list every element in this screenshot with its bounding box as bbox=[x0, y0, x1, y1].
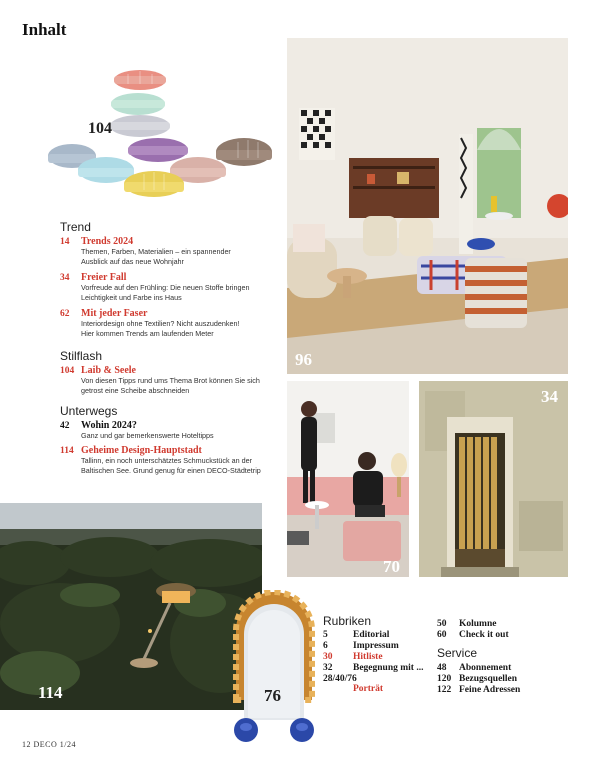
toc-entry[interactable] bbox=[60, 420, 290, 441]
service-item-bezugsquellen[interactable] bbox=[437, 674, 517, 684]
service-item-abonnement[interactable] bbox=[437, 663, 511, 673]
section-heading-stilflash: Stilflash bbox=[60, 349, 103, 363]
rubrik-page-number: 50 bbox=[437, 619, 447, 629]
rubrik-page-number: 60 bbox=[437, 630, 447, 640]
entry-description: Tallinn, ein noch unterschätztes Schmuckstück an der bbox=[81, 456, 252, 465]
toc-entry[interactable] bbox=[60, 236, 290, 267]
entry-title: Mit jeder Faser bbox=[81, 308, 148, 319]
rubrik-title: Begegnung mit ... bbox=[353, 663, 424, 673]
forest-aerial-photo bbox=[0, 503, 262, 710]
entry-description: Ganz und gar bemerkenswerte Hoteltipps bbox=[81, 431, 214, 440]
entry-title: Wohin 2024? bbox=[81, 420, 137, 431]
rubrik-item-kolumne[interactable] bbox=[437, 619, 496, 629]
rubrik-page-number: 5 bbox=[323, 630, 328, 640]
couple-page-number: 70 bbox=[383, 557, 400, 576]
living-room-photo bbox=[287, 38, 568, 374]
toc-entry[interactable] bbox=[60, 445, 290, 476]
butter-dishes-page-number: 104 bbox=[88, 120, 112, 137]
entry-page-number: 34 bbox=[60, 273, 70, 283]
rubrik-item-impressum[interactable] bbox=[323, 641, 399, 651]
entry-title: Freier Fall bbox=[81, 272, 127, 283]
service-title: Bezugsquellen bbox=[459, 674, 518, 684]
entry-description: Hier kommen Trends am laufenden Meter bbox=[81, 329, 214, 338]
entry-description: Vorfreude auf den Frühling: Die neuen Stoffe bringen bbox=[81, 283, 250, 292]
service-item-feine-adressen[interactable] bbox=[437, 685, 520, 695]
entry-title: Laib & Seele bbox=[81, 365, 136, 376]
entry-description: Ausblick auf das neue Wohnjahr bbox=[81, 257, 184, 266]
toc-entry[interactable] bbox=[60, 308, 290, 339]
rubrik-title: Porträt bbox=[353, 684, 384, 694]
rubrik-title: Editorial bbox=[353, 630, 390, 640]
rubrik-title: Kolumne bbox=[459, 619, 497, 629]
couple-photo bbox=[287, 381, 409, 577]
section-heading-trend: Trend bbox=[60, 220, 91, 234]
toc-entry[interactable] bbox=[60, 272, 290, 303]
entry-page-number: 14 bbox=[60, 237, 70, 247]
mirror-image bbox=[228, 590, 320, 745]
rubrik-page-number: 28/40/76 bbox=[323, 674, 357, 684]
section-heading-unterwegs: Unterwegs bbox=[60, 404, 118, 418]
butter-dishes-image bbox=[48, 62, 280, 212]
entry-title: Geheime Design-Hauptstadt bbox=[81, 445, 202, 456]
entry-description: Von diesen Tipps rund ums Thema Brot können Sie sich bbox=[81, 376, 260, 385]
mirror-page-number: 76 bbox=[264, 686, 281, 705]
rubrik-title: Impressum bbox=[353, 641, 399, 651]
entry-description: getrost eine Scheibe abschneiden bbox=[81, 386, 190, 395]
rubrik-page-number: 6 bbox=[323, 641, 328, 651]
rubrik-page-number: 30 bbox=[323, 652, 333, 662]
page-footer: 12 DECO 1/24 bbox=[22, 740, 76, 749]
service-page-number: 122 bbox=[437, 685, 452, 695]
rubrik-page-number: 32 bbox=[323, 663, 333, 673]
entry-description: Baltischen See. Grund genug für einen DECO-Städtetrip bbox=[81, 466, 261, 475]
rubrik-item-editorial[interactable] bbox=[323, 630, 389, 640]
entry-description: Leichtigkeit und Farbe ins Haus bbox=[81, 293, 182, 302]
entry-description: Interiordesign ohne Textilien? Nicht auszudenken! bbox=[81, 319, 240, 328]
entry-page-number: 42 bbox=[60, 421, 70, 431]
living-room-page-number: 96 bbox=[295, 350, 312, 369]
service-title: Feine Adressen bbox=[459, 685, 521, 695]
rubrik-item-portraet[interactable] bbox=[323, 674, 383, 694]
rubrik-item-hitliste[interactable] bbox=[323, 652, 383, 662]
section-heading-rubriken: Rubriken bbox=[323, 614, 372, 628]
toc-entry[interactable] bbox=[60, 365, 290, 396]
door-page-number: 34 bbox=[541, 387, 558, 406]
entry-page-number: 114 bbox=[60, 446, 74, 456]
rubrik-title: Check it out bbox=[459, 630, 509, 640]
rubrik-item-begegnung[interactable] bbox=[323, 663, 423, 673]
page-title: Inhalt bbox=[22, 20, 67, 39]
forest-page-number: 114 bbox=[38, 683, 63, 702]
rubrik-item-check-it-out[interactable] bbox=[437, 630, 509, 640]
entry-page-number: 104 bbox=[60, 366, 75, 376]
section-heading-service: Service bbox=[437, 646, 478, 660]
rubrik-title: Hitliste bbox=[353, 652, 383, 662]
service-page-number: 48 bbox=[437, 663, 447, 673]
service-page-number: 120 bbox=[437, 674, 452, 684]
entry-title: Trends 2024 bbox=[81, 236, 134, 247]
door-photo bbox=[419, 381, 568, 577]
entry-page-number: 62 bbox=[60, 309, 70, 319]
service-title: Abonnement bbox=[459, 663, 512, 673]
entry-description: Themen, Farben, Materialien – ein spannender bbox=[81, 247, 231, 256]
